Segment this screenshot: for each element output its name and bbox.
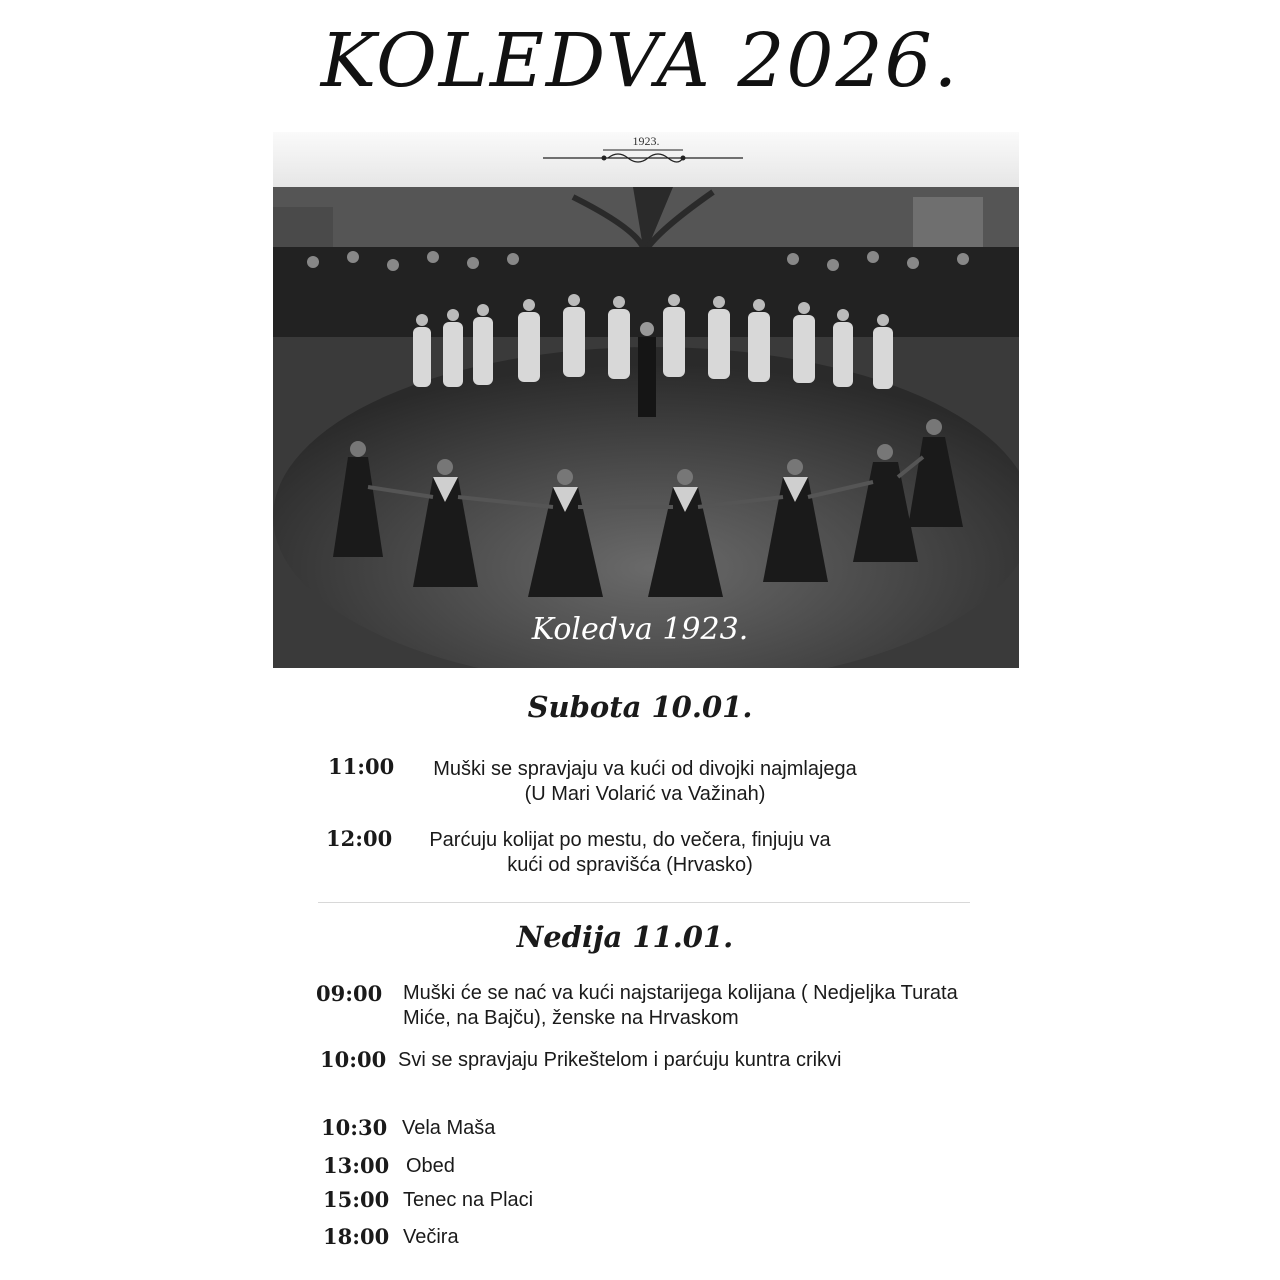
event-time: 18:00	[323, 1224, 390, 1249]
event-line: kući od spravišća (Hrvasko)	[507, 854, 753, 876]
ornament-icon	[273, 132, 1019, 187]
event-time: 13:00	[323, 1153, 390, 1178]
event-time: 10:00	[320, 1047, 387, 1072]
event-text: Obed	[406, 1155, 455, 1177]
event-line: (U Mari Volarić va Važinah)	[524, 783, 766, 805]
event-time: 11:00	[328, 754, 395, 779]
saturday-heading: Subota 10.01.	[527, 690, 753, 724]
event-line: Muški će se nać va kući najstarijega kolijana ( Nedjeljka Turata	[403, 982, 958, 1004]
event-text: Večira	[403, 1226, 459, 1248]
event-text	[400, 757, 890, 807]
event-text	[403, 981, 1003, 1031]
event-time: 10:30	[321, 1115, 388, 1140]
historic-photo	[273, 132, 1019, 668]
event-text: Vela Maša	[402, 1117, 496, 1139]
event-line: Parćuju kolijat po mestu, do večera, finjuju va	[429, 829, 831, 851]
event-text	[385, 828, 875, 878]
event-time: 12:00	[326, 826, 393, 851]
page-title: KOLEDVA 2026.	[320, 18, 960, 104]
event-line: Miće, na Bajču), ženske na Hrvaskom	[403, 1007, 739, 1029]
dance-circle-image	[273, 187, 1019, 668]
event-text: Tenec na Placi	[403, 1189, 534, 1211]
event-time: 09:00	[316, 981, 383, 1006]
event-line: Muški se spravjaju va kući od divojki najmlajega	[433, 758, 857, 780]
photo-year-label: 1923.	[632, 134, 660, 148]
event-time: 15:00	[323, 1187, 390, 1212]
event-text: Svi se spravjaju Prikeštelom i parćuju kuntra crikvi	[398, 1049, 842, 1071]
sunday-heading: Nedija 11.01.	[516, 920, 734, 954]
photo-caption: Koledva 1923.	[531, 612, 749, 647]
section-divider	[318, 902, 970, 903]
photo-header-strip	[273, 132, 1019, 188]
